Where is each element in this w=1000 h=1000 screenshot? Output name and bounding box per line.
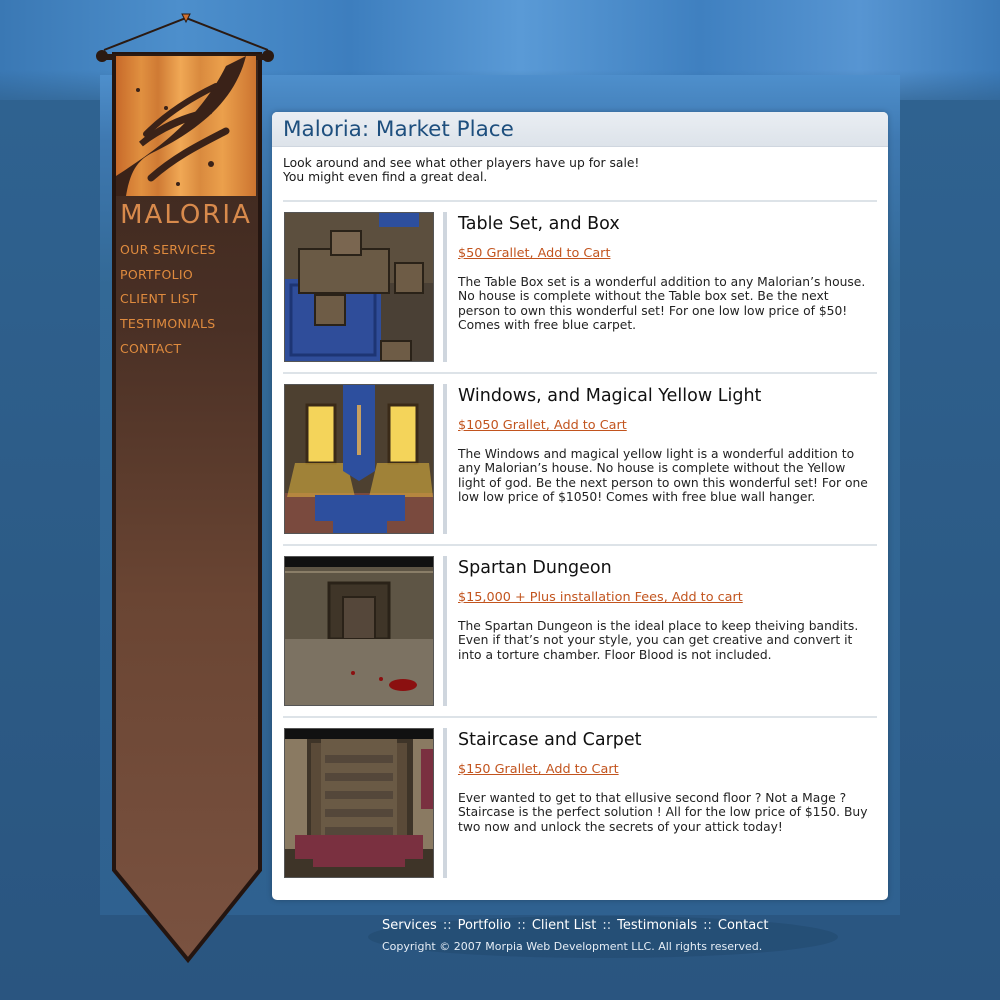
item-separator-bar [443, 728, 447, 878]
intro-line-2: You might even find a great deal. [283, 170, 488, 184]
staircase-carpet-image [284, 728, 434, 878]
intro-text [272, 147, 888, 184]
product-name: Staircase and Carpet [458, 730, 642, 750]
add-to-cart-link[interactable]: $150 Grallet, Add to Cart [458, 762, 619, 777]
footer-separator: :: [517, 918, 526, 933]
product-item [283, 718, 877, 888]
footer-link-services[interactable]: Services [382, 918, 437, 933]
nav-item-our-services[interactable]: OUR SERVICES [120, 242, 216, 257]
add-to-cart-link[interactable]: $15,000 + Plus installation Fees, Add to cart [458, 590, 743, 605]
add-to-cart-link[interactable]: $1050 Grallet, Add to Cart [458, 418, 627, 433]
copyright-text: Copyright © 2007 Morpia Web Development LLC. All rights reserved. [382, 940, 763, 953]
item-separator-bar [443, 384, 447, 534]
nav-item-testimonials[interactable]: TESTIMONIALS [120, 316, 216, 332]
product-name: Spartan Dungeon [458, 558, 612, 578]
sidebar-banner [96, 10, 278, 970]
product-item [283, 546, 877, 716]
footer-link-client-list[interactable]: Client List [531, 918, 597, 933]
nav-item-portfolio[interactable]: PORTFOLIO [120, 266, 194, 282]
footer-separator: :: [442, 918, 452, 933]
banner-rod-end-right [262, 50, 274, 62]
product-name: Windows, and Magical Yellow Light [458, 386, 762, 406]
footer-separator: :: [703, 918, 712, 933]
product-description: The Table Box set is a wonderful addition to any Malorian’s house. No house is complete without the Table box set. Be the next person to own this wonderful set! For one low low price of $50! Comes with free blue carpet. [458, 275, 866, 333]
title-bar [272, 112, 888, 147]
product-name: Table Set, and Box [458, 214, 620, 234]
nav-item-contact[interactable]: CONTACT [120, 340, 182, 356]
footer-separator: :: [602, 918, 612, 933]
logo-feather-icon [116, 56, 256, 196]
add-to-cart-link[interactable]: $50 Grallet, Add to Cart [458, 246, 611, 261]
footer-link-contact[interactable]: Contact [717, 918, 769, 933]
intro-line-1: Look around and see what other players have up for sale! [283, 156, 640, 170]
product-list [283, 200, 877, 888]
spartan-dungeon-image [284, 556, 434, 706]
main-content [272, 112, 888, 900]
footer-nav [382, 918, 768, 933]
nav-item-client-list[interactable]: CLIENT LIST [120, 291, 198, 307]
product-item [283, 202, 877, 372]
windows-light-image [284, 384, 434, 534]
product-description: The Spartan Dungeon is the ideal place to keep theiving bandits. Even if that’s not your style, you can get creative and convert it into a torture chamber. Floor Blood is not included. [458, 619, 859, 662]
product-description: Ever wanted to get to that ellusive second floor ? Not a Mage ? Staircase is the perfect solution ! All for the low price of $150. Buy two now and unlock the secrets of your attick today! [458, 791, 868, 834]
footer-link-testimonials[interactable]: Testimonials [617, 918, 698, 933]
item-separator-bar [443, 212, 447, 362]
table-set-image [284, 212, 434, 362]
sidebar-nav [120, 238, 216, 361]
logo-text: MALORIA [120, 200, 252, 230]
banner-rod-end-left [96, 50, 108, 62]
footer-link-portfolio[interactable]: Portfolio [457, 918, 512, 933]
product-item [283, 374, 877, 544]
page-title: Maloria: Market Place [283, 117, 514, 142]
product-description: The Windows and magical yellow light is a wonderful addition to any Malorian’s house. No house is complete without the Yellow light of god. Be the next person to own this wonderful set! For one low low price of $1050! Comes with free blue wall hanger. [458, 447, 868, 505]
item-separator-bar [443, 556, 447, 706]
